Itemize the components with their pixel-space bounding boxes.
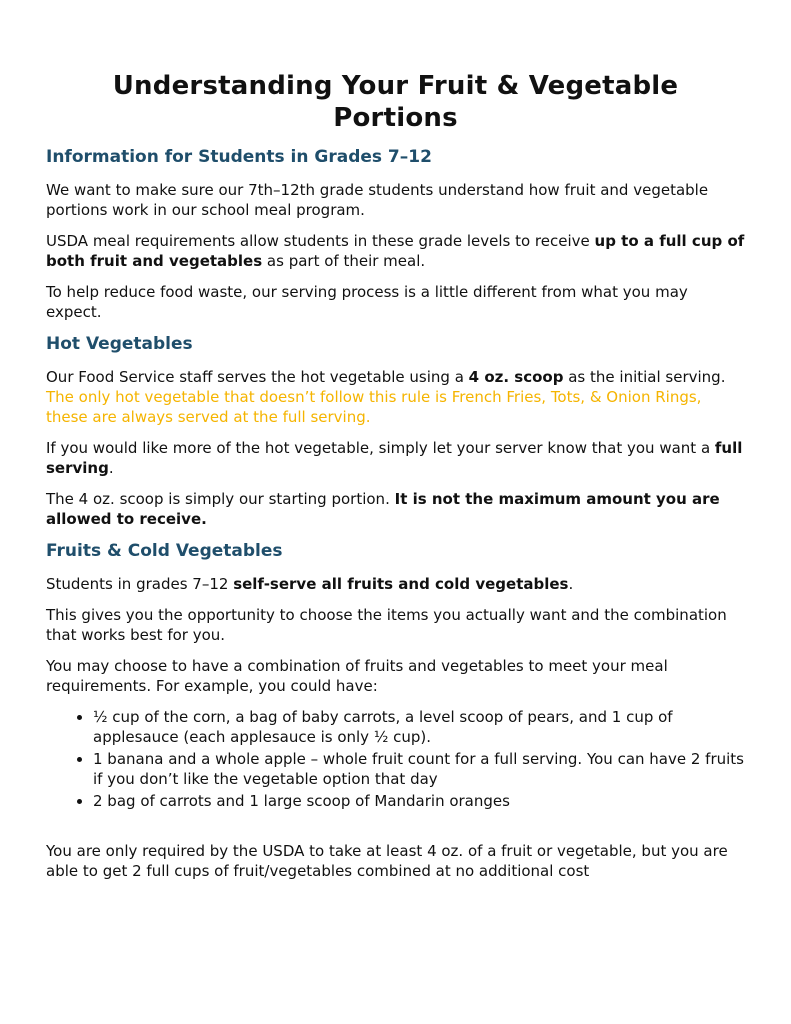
hot-paragraph-2 [46, 438, 745, 478]
hot-p3-emphasis: It is not the maximum amount you are allowed to receive. [46, 490, 720, 528]
examples-list [46, 707, 745, 811]
intro-paragraph-3: To help reduce food waste, our serving process is a little different from what you may expect. [46, 283, 688, 321]
hot-p2-text-end: . [108, 459, 114, 477]
hot-p1-text: Our Food Service staff serves the hot vegetable using a [46, 368, 469, 386]
intro-paragraph-2 [46, 231, 745, 271]
hot-p1-highlight: The only hot vegetable that doesn’t follow this rule is French Fries, Tots, & Onion Rings, these are always served at the full serving. [46, 388, 702, 426]
list-item: • 2 bag of carrots and 1 large scoop of Mandarin oranges [93, 791, 745, 811]
page-title: Understanding Your Fruit & Vegetable Portions [112, 71, 679, 133]
cold-paragraph-1 [46, 574, 745, 594]
list-item: • 1 banana and a whole apple – whole fruit count for a full serving. You can have 2 fruits if you don’t like the vegetable option that day [93, 749, 745, 789]
cold-p1-emphasis: self-serve all fruits and cold vegetables [233, 575, 569, 593]
section-heading-intro: Information for Students in Grades 7–12 [46, 147, 432, 167]
section-heading-fruits-cold-vegetables: Fruits & Cold Vegetables [46, 541, 283, 561]
list-item: • ½ cup of the corn, a bag of baby carrots, a level scoop of pears, and 1 cup of applesauce (each applesauce is only ½ cup). [93, 707, 745, 747]
hot-p2-text: If you would like more of the hot vegetable, simply let your server know that you want a [46, 439, 715, 457]
section-heading-hot-vegetables: Hot Vegetables [46, 334, 193, 354]
intro-p2-text-end: as part of their meal. [262, 252, 426, 270]
intro-p2-emphasis: up to a full cup of both fruit and vegetables [46, 232, 745, 270]
hot-paragraph-1 [46, 367, 745, 427]
hot-p1-emphasis: 4 oz. scoop [468, 368, 564, 386]
hot-p2-emphasis: full serving [46, 439, 743, 477]
cold-p1-text: Students in grades 7–12 [46, 575, 234, 593]
cold-p1-text-end: . [568, 575, 574, 593]
hot-p3-text: The 4 oz. scoop is simply our starting portion. [46, 490, 395, 508]
intro-paragraph-1: We want to make sure our 7th–12th grade students understand how fruit and vegetable portions work in our school meal program. [46, 181, 709, 219]
closing-paragraph: You are only required by the USDA to take at least 4 oz. of a fruit or vegetable, but you are able to get 2 full cups of fruit/vegetables combined at no additional cost [46, 842, 728, 880]
hot-paragraph-3 [46, 489, 745, 529]
intro-p2-text: USDA meal requirements allow students in these grade levels to receive [46, 232, 595, 250]
cold-paragraph-3: You may choose to have a combination of fruits and vegetables to meet your meal requirements. For example, you could have: [46, 657, 668, 695]
hot-p1-text-end: as the initial serving. [563, 368, 726, 386]
cold-paragraph-2: This gives you the opportunity to choose the items you actually want and the combination that works best for you. [46, 606, 727, 644]
